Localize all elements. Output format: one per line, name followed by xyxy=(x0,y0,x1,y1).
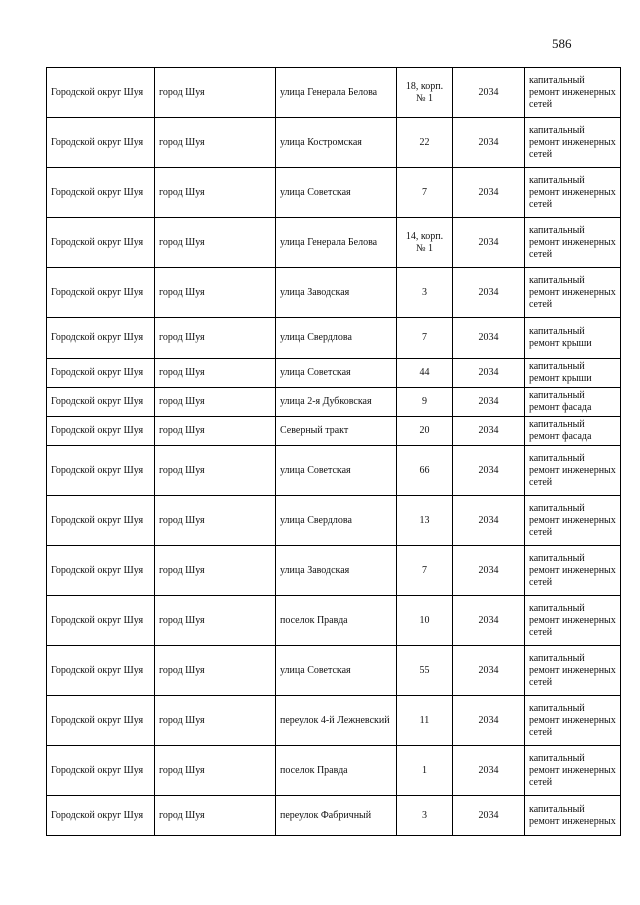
locality-cell: город Шуя xyxy=(155,646,276,696)
table-row xyxy=(47,318,621,359)
locality-cell: город Шуя xyxy=(155,168,276,218)
table-row xyxy=(47,118,621,168)
district-cell: Городской округ Шуя xyxy=(47,118,155,168)
house-number-cell: 1 xyxy=(397,746,453,796)
street-cell: переулок Фабричный xyxy=(276,796,397,836)
table-row xyxy=(47,168,621,218)
year-cell: 2034 xyxy=(453,118,525,168)
year-cell: 2034 xyxy=(453,596,525,646)
table-row xyxy=(47,646,621,696)
table-row xyxy=(47,218,621,268)
district-cell: Городской округ Шуя xyxy=(47,268,155,318)
year-cell: 2034 xyxy=(453,359,525,388)
year-cell: 2034 xyxy=(453,696,525,746)
table-row xyxy=(47,359,621,388)
locality-cell: город Шуя xyxy=(155,318,276,359)
street-cell: улица Советская xyxy=(276,168,397,218)
street-cell: улица Советская xyxy=(276,446,397,496)
house-number-cell: 20 xyxy=(397,417,453,446)
table-row xyxy=(47,696,621,746)
repair-schedule-table xyxy=(46,67,621,836)
table-row xyxy=(47,446,621,496)
table-row xyxy=(47,388,621,417)
district-cell: Городской округ Шуя xyxy=(47,646,155,696)
district-cell: Городской округ Шуя xyxy=(47,496,155,546)
work-type-cell: капитальный ремонт инженерных xyxy=(525,796,621,836)
house-number-cell: 11 xyxy=(397,696,453,746)
street-cell: улица Свердлова xyxy=(276,318,397,359)
district-cell: Городской округ Шуя xyxy=(47,68,155,118)
district-cell: Городской округ Шуя xyxy=(47,417,155,446)
year-cell: 2034 xyxy=(453,746,525,796)
work-type-cell: капитальный ремонт фасада xyxy=(525,417,621,446)
work-type-cell: капитальный ремонт инженерных сетей xyxy=(525,446,621,496)
work-type-cell: капитальный ремонт инженерных сетей xyxy=(525,268,621,318)
district-cell: Городской округ Шуя xyxy=(47,388,155,417)
district-cell: Городской округ Шуя xyxy=(47,318,155,359)
district-cell: Городской округ Шуя xyxy=(47,168,155,218)
street-cell: улица Генерала Белова xyxy=(276,68,397,118)
table-row xyxy=(47,268,621,318)
district-cell: Городской округ Шуя xyxy=(47,746,155,796)
district-cell: Городской округ Шуя xyxy=(47,696,155,746)
year-cell: 2034 xyxy=(453,218,525,268)
year-cell: 2034 xyxy=(453,268,525,318)
locality-cell: город Шуя xyxy=(155,268,276,318)
street-cell: улица Заводская xyxy=(276,546,397,596)
street-cell: улица Генерала Белова xyxy=(276,218,397,268)
street-cell: переулок 4-й Лежневский xyxy=(276,696,397,746)
street-cell: улица Заводская xyxy=(276,268,397,318)
locality-cell: город Шуя xyxy=(155,218,276,268)
district-cell: Городской округ Шуя xyxy=(47,218,155,268)
street-cell: улица Советская xyxy=(276,646,397,696)
house-number-cell: 44 xyxy=(397,359,453,388)
year-cell: 2034 xyxy=(453,496,525,546)
locality-cell: город Шуя xyxy=(155,696,276,746)
house-number-cell: 7 xyxy=(397,168,453,218)
house-number-cell: 22 xyxy=(397,118,453,168)
locality-cell: город Шуя xyxy=(155,359,276,388)
locality-cell: город Шуя xyxy=(155,68,276,118)
house-number-cell: 10 xyxy=(397,596,453,646)
work-type-cell: капитальный ремонт инженерных сетей xyxy=(525,218,621,268)
house-number-cell: 55 xyxy=(397,646,453,696)
year-cell: 2034 xyxy=(453,168,525,218)
table-row xyxy=(47,546,621,596)
locality-cell: город Шуя xyxy=(155,546,276,596)
house-number-cell: 9 xyxy=(397,388,453,417)
locality-cell: город Шуя xyxy=(155,596,276,646)
year-cell: 2034 xyxy=(453,446,525,496)
locality-cell: город Шуя xyxy=(155,746,276,796)
table-row xyxy=(47,496,621,546)
work-type-cell: капитальный ремонт инженерных сетей xyxy=(525,118,621,168)
district-cell: Городской округ Шуя xyxy=(47,359,155,388)
year-cell: 2034 xyxy=(453,546,525,596)
house-number-cell: 3 xyxy=(397,268,453,318)
work-type-cell: капитальный ремонт инженерных сетей xyxy=(525,168,621,218)
work-type-cell: капитальный ремонт крыши xyxy=(525,359,621,388)
table-row xyxy=(47,796,621,836)
work-type-cell: капитальный ремонт инженерных сетей xyxy=(525,746,621,796)
house-number-cell: 18, корп. № 1 xyxy=(397,68,453,118)
street-cell: Северный тракт xyxy=(276,417,397,446)
locality-cell: город Шуя xyxy=(155,417,276,446)
table-row xyxy=(47,746,621,796)
street-cell: улица Костромская xyxy=(276,118,397,168)
locality-cell: город Шуя xyxy=(155,496,276,546)
year-cell: 2034 xyxy=(453,417,525,446)
street-cell: улица Советская xyxy=(276,359,397,388)
work-type-cell: капитальный ремонт инженерных сетей xyxy=(525,546,621,596)
house-number-cell: 3 xyxy=(397,796,453,836)
work-type-cell: капитальный ремонт инженерных сетей xyxy=(525,596,621,646)
year-cell: 2034 xyxy=(453,318,525,359)
work-type-cell: капитальный ремонт фасада xyxy=(525,388,621,417)
work-type-cell: капитальный ремонт инженерных сетей xyxy=(525,646,621,696)
locality-cell: город Шуя xyxy=(155,118,276,168)
work-type-cell: капитальный ремонт инженерных сетей xyxy=(525,496,621,546)
locality-cell: город Шуя xyxy=(155,388,276,417)
locality-cell: город Шуя xyxy=(155,446,276,496)
locality-cell: город Шуя xyxy=(155,796,276,836)
house-number-cell: 14, корп. № 1 xyxy=(397,218,453,268)
year-cell: 2034 xyxy=(453,796,525,836)
street-cell: поселок Правда xyxy=(276,746,397,796)
district-cell: Городской округ Шуя xyxy=(47,596,155,646)
work-type-cell: капитальный ремонт инженерных сетей xyxy=(525,696,621,746)
year-cell: 2034 xyxy=(453,646,525,696)
street-cell: улица Свердлова xyxy=(276,496,397,546)
house-number-cell: 13 xyxy=(397,496,453,546)
district-cell: Городской округ Шуя xyxy=(47,546,155,596)
year-cell: 2034 xyxy=(453,388,525,417)
table-row xyxy=(47,596,621,646)
page-number: 586 xyxy=(552,36,572,51)
table-body xyxy=(47,68,621,836)
work-type-cell: капитальный ремонт крыши xyxy=(525,318,621,359)
street-cell: улица 2-я Дубковская xyxy=(276,388,397,417)
work-type-cell: капитальный ремонт инженерных сетей xyxy=(525,68,621,118)
district-cell: Городской округ Шуя xyxy=(47,446,155,496)
house-number-cell: 7 xyxy=(397,546,453,596)
district-cell: Городской округ Шуя xyxy=(47,796,155,836)
house-number-cell: 7 xyxy=(397,318,453,359)
table-row xyxy=(47,417,621,446)
street-cell: поселок Правда xyxy=(276,596,397,646)
table-row xyxy=(47,68,621,118)
house-number-cell: 66 xyxy=(397,446,453,496)
year-cell: 2034 xyxy=(453,68,525,118)
